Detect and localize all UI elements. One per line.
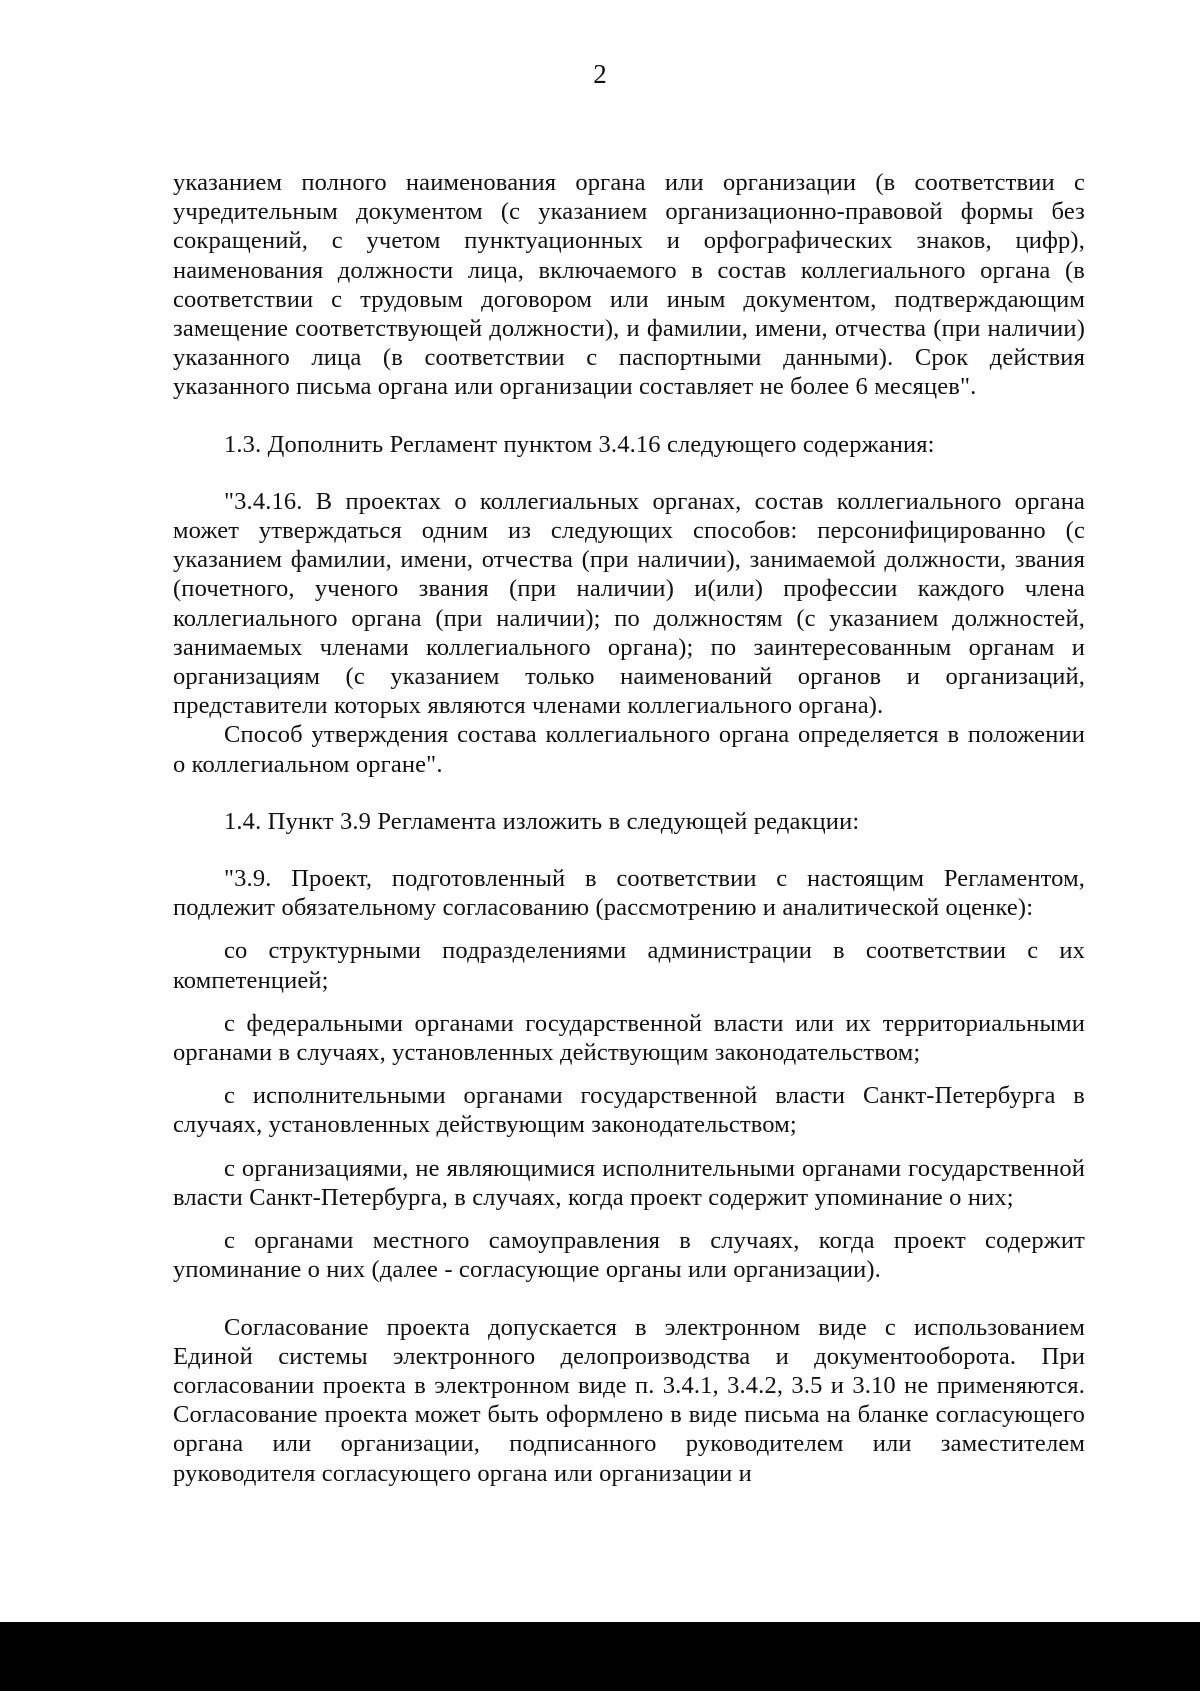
paragraph-continuation: указанием полного наименования органа или организации (в соответствии с учредительным документом (с указанием организационно-правовой формы без сокращений, с учетом пунктуационных и орфографических знаков, цифр), наименования должности лица, включаемого в состав коллегиального органа (в соответствии с трудовым договором или иным документом, подтверждающим замещение соответствующей должности), и фамилии, имени, отчества (при наличии) указанного лица (в соответствии с паспортными данными). Срок действия указанного письма органа или организации составляет не более 6 месяцев". bbox=[173, 169, 1085, 401]
paragraph-item-3-9: "3.9. Проект, подготовленный в соответствии с настоящим Регламентом, подлежит обязательному согласованию (рассмотрению и аналитической оценке): bbox=[173, 865, 1085, 922]
paragraph-organizations: с организациями, не являющимися исполнительными органами государственной власти Санкт-Петербурга, в случаях, когда проект содержит упоминание о них; bbox=[173, 1154, 1085, 1211]
scan-bottom-border bbox=[0, 1622, 1200, 1691]
paragraph-executive-bodies-spb: с исполнительными органами государственной власти Санкт-Петербурга в случаях, установленных действующим законодательством; bbox=[173, 1082, 1085, 1139]
paragraph-item-1-3: 1.3. Дополнить Регламент пунктом 3.4.16 следующего содержания: bbox=[224, 430, 935, 458]
paragraph-federal-bodies: с федеральными органами государственной власти или их территориальными органами в случаях, установленных действующим законодательством; bbox=[173, 1009, 1085, 1067]
page-number: 2 bbox=[593, 59, 607, 89]
document-body bbox=[173, 168, 1085, 1488]
paragraph-structural-units: со структурными подразделениями администрации в соответствии с их компетенцией; bbox=[173, 937, 1085, 994]
paragraph-electronic-approval: Согласование проекта допускается в электронном виде с использованием Единой системы электронного делопроизводства и документооборота. При согласовании проекта в электронном виде п. 3.4.1, 3.4.2, 3.5 и 3.10 не применяются. Согласование проекта может быть оформлено в виде письма на бланке согласующего органа или организации, подписанного руководителем или заместителем руководителя согласующего органа или организации и bbox=[173, 1313, 1085, 1487]
paragraph-item-1-4: 1.4. Пункт 3.9 Регламента изложить в следующей редакции: bbox=[224, 807, 860, 835]
paragraph-local-government: с органами местного самоуправления в случаях, когда проект содержит упоминание о них (далее - согласующие органы или организации). bbox=[173, 1227, 1085, 1284]
paragraph-approval-method: Способ утверждения состава коллегиального органа определяется в положении о коллегиальном органе". bbox=[173, 721, 1085, 778]
paragraph-item-3-4-16: "3.4.16. В проектах о коллегиальных органах, состав коллегиального органа может утверждаться одним из следующих способов: персонифицированно (с указанием фамилии, имени, отчества (при наличии), занимаемой должности, звания (почетного, ученого звания (при наличии) и(или) профессии каждого члена коллегиального органа (при наличии); по должностям (с указанием должностей, занимаемых членами коллегиального органа); по заинтересованным органам и организациям (с указанием только наименований органов и организаций, представители которых являются членами коллегиального органа). bbox=[173, 487, 1085, 720]
